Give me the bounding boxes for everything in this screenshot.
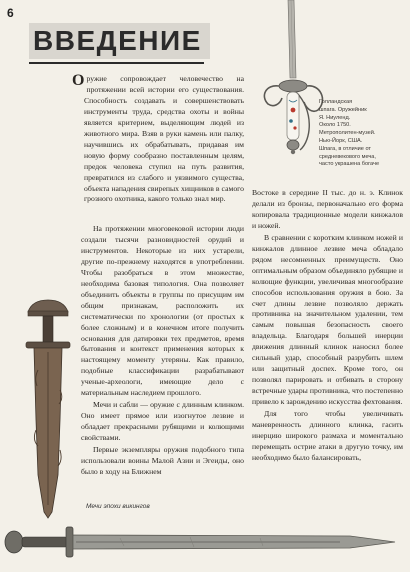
caption-line: часто украшена богаче [319,161,380,168]
paragraph: На протяжении многовековой истории люди создали тысячи разновидностей орудий и инструментов. Некоторые из них устарели, другие по-прежнему находятся в употреблении. Чтобы разобраться в этом множестве, необходима базовая типология. Она позволяет объединить объекты в группы по присущим им общим признакам, расположить их систематически по хронологии (от простых к более сложным) и в конечном итоге получить основания для датировки тех предметов, время бытования и контекст применения которых к настоящему моменту утеряны. Как правило, подобные классификации разрабатывают ученые-археологи, имеющие дело с материальным наследием прошлого. [81,224,244,398]
paragraph: В сравнении с коротким клинком ножей и кинжалов длинное лезвие меча обладало рядом несомненных преимуществ. Оно оптимальным образом объединяло рубящие и колющие функции, увеличивая многообразие способов использования оружия в бою. За счет длины лезвие позволяло держать противника на значительном удалении, тем самым повышая безопасность своего владельца. Благодаря большей инерции движения длинный клинок наносил более сильный удар, способный разрубить шлем или защитный доспех. Кроме того, он позволял парировать и отбивать в сторону встречные удары противника, что постепенно привело к зарождению искусства фехтования. [252,232,403,407]
paragraph-text: ружие сопровождает человечество на протяжении всей истории его существования. Способность создавать и совершенствовать инструменты труда, средства охоты и войны является критерием, выделяющим людей из животного мира. Взяв в руки камень или палку, научившись их обрабатывать, придавая им новую форму сообразно поставленным целям, предок человека ступил на путь развития, превратился из слабого и уязвимого существа, объекта нападения свирепых хищников в самого грозного охотника, какого только знал мир. [84,74,244,204]
title-rule [29,62,204,64]
image-caption [319,99,405,169]
footer-illustration-label: Мечи эпохи викингов [86,503,150,510]
paragraph: Мечи и сабли — оружие с длинным клинком. Оно имеет прямое или изогнутое лезвие и обладает прекрасными рубящими и колющими свойствами. [81,400,244,443]
caption-line: шпага. Оружейник [319,106,367,113]
drop-cap: О [72,72,85,89]
caption-line: средневекового меча, [319,153,376,160]
paragraph: Для того чтобы увеличивать маневренность длинного клинка, гасить инерцию широкого размаха и моментально перемещать острие атаки в другую точку, им необходимо было балансировать, [252,409,403,462]
left-column-bottom [81,224,244,478]
paragraph: Первые экземпляры оружия подобного типа использовали воины Малой Азии и Эгеиды, оно было в ходу на Ближнем [81,445,244,476]
chapter-title: ВВЕДЕНИЕ [29,23,210,59]
caption-line: Около 1750. [319,122,351,129]
paragraph [72,72,244,205]
caption-line: Голландская [319,99,353,105]
paragraph: Востоке в середине II тыс. до н. э. Клинок делали из бронзы, первоначально его форма копировала традиционные модели кинжалов и ножей. [252,188,403,230]
long-sword-illustration [0,512,410,572]
caption-line: Я. Ниуленд. [319,114,351,121]
caption-line: Шпага, в отличие от [319,145,371,152]
right-column [252,188,403,464]
caption-line: Метрополитен-музей. [319,130,376,137]
viking-sword-illustration [14,300,84,520]
left-column-top [72,72,244,205]
page-number: 6 [7,6,14,20]
caption-line: Нью-Йорк, США. [319,137,363,144]
